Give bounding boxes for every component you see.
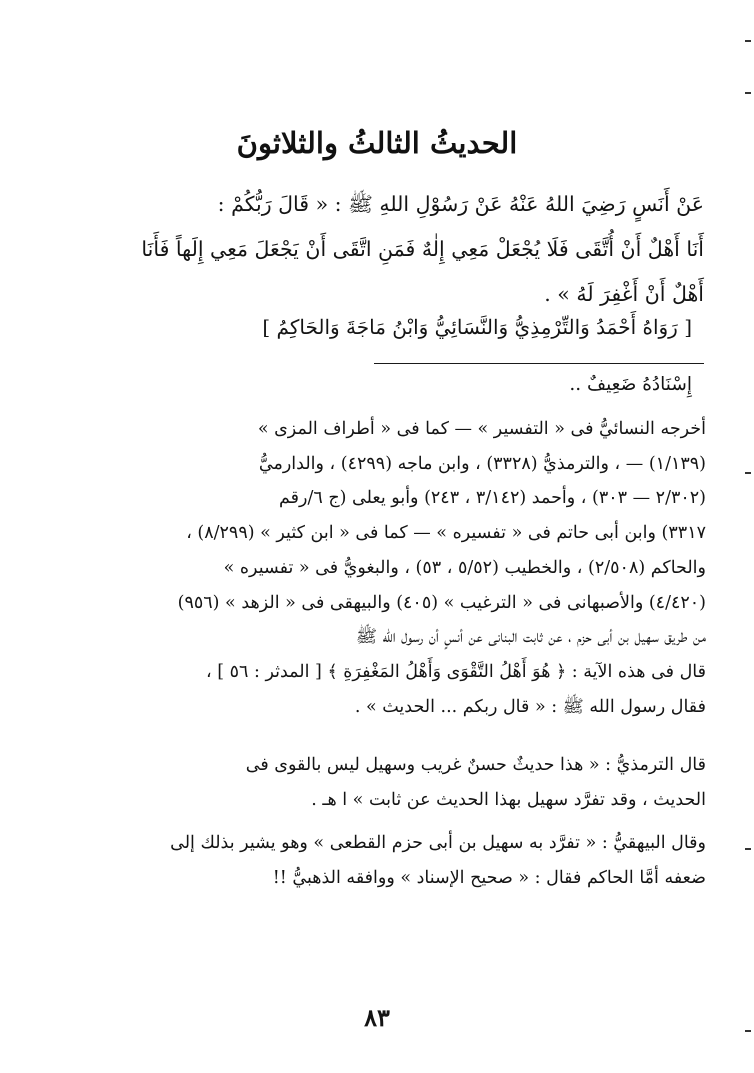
takhrij-paragraph [121,412,706,724]
commentary-line: (١/١٣٩) — ، والترمذيُّ (٣٣٢٨) ، وابن ماجه (٤٢٩٩) ، والدارميُّ [258,453,706,474]
commentary-line: (٤/٤٢٠) والأصبهانى فى « الترغيب » (٤٠٥) والبيهقى فى « الزهد » (٩٥٦) [177,592,706,613]
commentary-line: من طريق سهيل بن أبى حزم ، عن ثابت البنانى عن أنسٍ أن رسول الله ﷺ [355,627,706,648]
isnad-grade: إِسْنَادُهُ ضَعِيفٌ .. [569,374,692,395]
paragraph-line: الحديث ، وقد تفرَّد سهيل بهذا الحديث عن ثابت » ا هـ . [311,789,706,810]
paragraph-line: وقال البيهقيُّ : « تفرَّد به سهيل بن أبى حزم القطعى » وهو يشير بذلك إلى [170,833,706,853]
commentary-line: فقال رسول الله ﷺ : « قال ربكم ... الحديث » . [354,696,706,717]
hadith-sources: [ رَوَاهُ أَحْمَدُ وَالتِّرْمِذِيُّ وَالنَّسَائِيُّ وَابْنُ مَاجَةَ وَالحَاكِمُ ] [262,315,692,339]
tirmidhi-paragraph [121,748,706,817]
edge-mark [745,848,751,850]
commentary-line: (٢/٣٠٢ — ٣٠٣) ، وأحمد (٣/١٤٢ ، ٢٤٣) وأبو يعلى (ج ٦/رقم [279,488,706,509]
paragraph-line: ضعفه أمَّا الحاكم فقال : « صحيح الإسناد » ووافقه الذهبيُّ !! [272,867,706,888]
hadith-heading: الحديثُ الثالثُ والثلاثونَ [236,126,518,160]
hadith-line: عَنْ أَنَسٍ رَضِيَ اللهُ عَنْهُ عَنْ رَسُوْلِ اللهِ ﷺ : « قَالَ رَبُّكُمْ : [217,192,704,216]
hadith-line: أَهْلٌ أَنْ أَغْفِرَ لَهُ » . [544,282,704,306]
edge-mark [745,40,751,42]
edge-mark [745,472,751,474]
commentary-line: والحاكم (٢/٥٠٨) ، والخطيب (٥/٥٢ ، ٥٣) ، والبغويُّ فى « تفسيره » [223,557,706,578]
section-divider [374,363,704,364]
hadith-line: أَنَا أَهْلٌ أَنْ أُتَّقَى فَلَا يُجْعَلْ مَعِي إِلٰهٌ فَمَنِ اتَّقَى أَنْ يَجْعَلَ مَعِي إِلَهاً فَأَنَا [141,237,704,261]
commentary-line: ٣٣١٧) وابن أبى حاتم فى « تفسيره » — كما فى « ابن كثير » (٨/٢٩٩) ، [186,523,706,544]
page-number: ٨٣ [364,1003,390,1032]
commentary-line: أخرجه النسائيُّ فى « التفسير » — كما فى « أطراف المزى » [257,419,706,439]
bayhaqi-paragraph [121,826,706,895]
paragraph-line: قال الترمذيُّ : « هذا حديثٌ حسنٌ غريب وسهيل ليس بالقوى فى [245,755,706,775]
hadith-text [44,182,704,317]
commentary-line: قال فى هذه الآية : ﴿ هُوَ أَهْلُ التَّقْوَى وَأَهْلُ المَغْفِرَةِ ﴾ [ المدثر : ٥٦ ] ، [206,661,706,682]
edge-mark [745,92,751,94]
